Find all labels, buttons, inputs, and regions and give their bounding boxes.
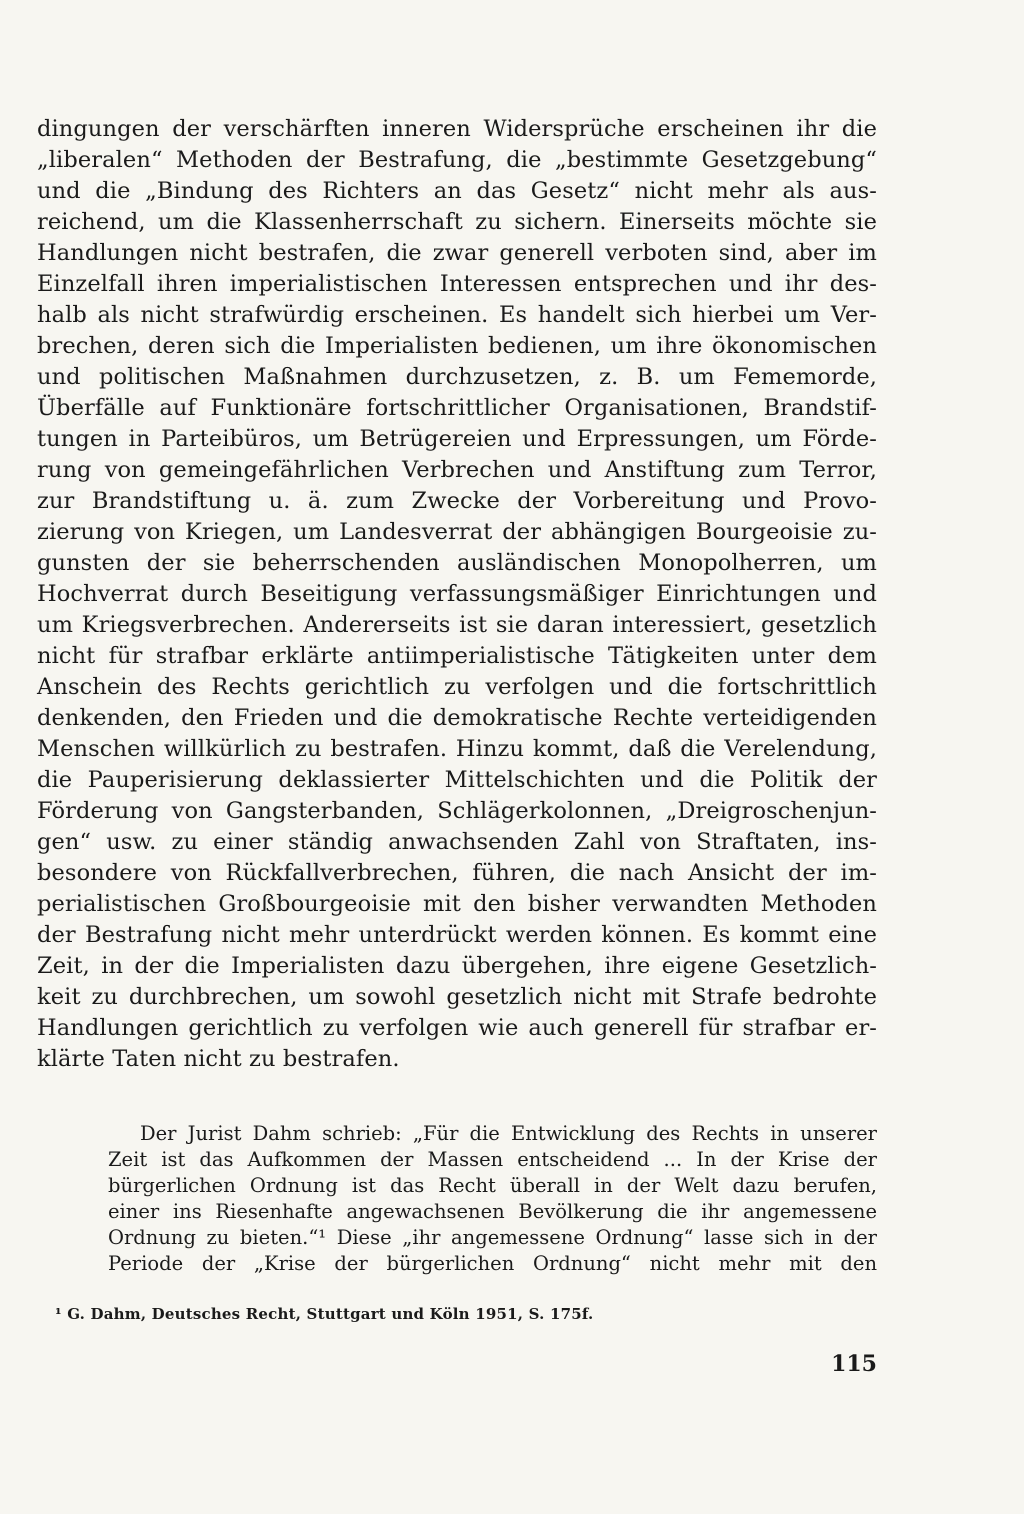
page-number: 115 xyxy=(831,1351,877,1377)
body-line: und politischen Maßnahmen durchzusetzen, z. B. um Fememorde, xyxy=(37,364,877,390)
quote-line: Ordnung zu bieten.“¹ Diese „ihr angemessene Ordnung“ lasse sich in der xyxy=(108,1226,877,1249)
body-line: die Pauperisierung deklassierter Mittelschichten und die Politik der xyxy=(37,767,877,793)
body-line: um Kriegsverbrechen. Andererseits ist sie daran interessiert, gesetzlich xyxy=(37,612,877,638)
body-line: klärte Taten nicht zu bestrafen. xyxy=(37,1046,400,1072)
body-line: Überfälle auf Funktionäre fortschrittlicher Organisationen, Brandstif- xyxy=(37,395,877,421)
body-line: Handlungen nicht bestrafen, die zwar generell verboten sind, aber im xyxy=(37,240,877,266)
body-line: gen“ usw. zu einer ständig anwachsenden Zahl von Straftaten, ins- xyxy=(37,829,877,855)
body-line: Förderung von Gangsterbanden, Schlägerkolonnen, „Dreigroschenjun- xyxy=(37,798,877,824)
body-line: Einzelfall ihren imperialistischen Interessen entsprechen und ihr des- xyxy=(37,271,877,297)
body-line: gunsten der sie beherrschenden ausländischen Monopolherren, um xyxy=(37,550,877,576)
body-line: Zeit, in der die Imperialisten dazu übergehen, ihre eigene Gesetzlich- xyxy=(37,953,877,979)
body-line: zierung von Kriegen, um Landesverrat der abhängigen Bourgeoisie zu- xyxy=(37,519,877,545)
quote-line: Periode der „Krise der bürgerlichen Ordnung“ nicht mehr mit den xyxy=(108,1252,877,1275)
body-line: und die „Bindung des Richters an das Gesetz“ nicht mehr als aus- xyxy=(37,178,877,204)
body-line: reichend, um die Klassenherrschaft zu sichern. Einerseits möchte sie xyxy=(37,209,877,235)
quote-line: einer ins Riesenhafte angewachsenen Bevölkerung die ihr angemessene xyxy=(108,1200,877,1223)
body-line: halb als nicht strafwürdig erscheinen. Es handelt sich hierbei um Ver- xyxy=(37,302,877,328)
body-line: Menschen willkürlich zu bestrafen. Hinzu kommt, daß die Verelendung, xyxy=(37,736,877,762)
body-line: denkenden, den Frieden und die demokratische Rechte verteidigenden xyxy=(37,705,877,731)
footnote: ¹ G. Dahm, Deutsches Recht, Stuttgart und Köln 1951, S. 175f. xyxy=(55,1305,594,1323)
body-line: brechen, deren sich die Imperialisten bedienen, um ihre ökonomischen xyxy=(37,333,877,359)
quote-line: Der Jurist Dahm schrieb: „Für die Entwicklung des Rechts in unserer xyxy=(140,1122,877,1145)
body-line: zur Brandstiftung u. ä. zum Zwecke der Vorbereitung und Provo- xyxy=(37,488,877,514)
body-line: Handlungen gerichtlich zu verfolgen wie auch generell für strafbar er- xyxy=(37,1015,877,1041)
body-line: tungen in Parteibüros, um Betrügereien und Erpressungen, um Förde- xyxy=(37,426,877,452)
body-line: Hochverrat durch Beseitigung verfassungsmäßiger Einrichtungen und xyxy=(37,581,877,607)
body-line: keit zu durchbrechen, um sowohl gesetzlich nicht mit Strafe bedrohte xyxy=(37,984,877,1010)
body-line: besondere von Rückfallverbrechen, führen, die nach Ansicht der im- xyxy=(37,860,877,886)
body-line: dingungen der verschärften inneren Widersprüche erscheinen ihr die xyxy=(37,116,877,142)
quote-line: Zeit ist das Aufkommen der Massen entscheidend ... In der Krise der xyxy=(108,1148,877,1171)
body-line: Anschein des Rechts gerichtlich zu verfolgen und die fortschrittlich xyxy=(37,674,877,700)
body-line: perialistischen Großbourgeoisie mit den bisher verwandten Methoden xyxy=(37,891,877,917)
body-line: rung von gemeingefährlichen Verbrechen und Anstiftung zum Terror, xyxy=(37,457,877,483)
body-line: nicht für strafbar erklärte antiimperialistische Tätigkeiten unter dem xyxy=(37,643,877,669)
quote-line: bürgerlichen Ordnung ist das Recht überall in der Welt dazu berufen, xyxy=(108,1174,877,1197)
body-line: der Bestrafung nicht mehr unterdrückt werden können. Es kommt eine xyxy=(37,922,877,948)
body-line: „liberalen“ Methoden der Bestrafung, die „bestimmte Gesetzgebung“ xyxy=(37,147,877,173)
